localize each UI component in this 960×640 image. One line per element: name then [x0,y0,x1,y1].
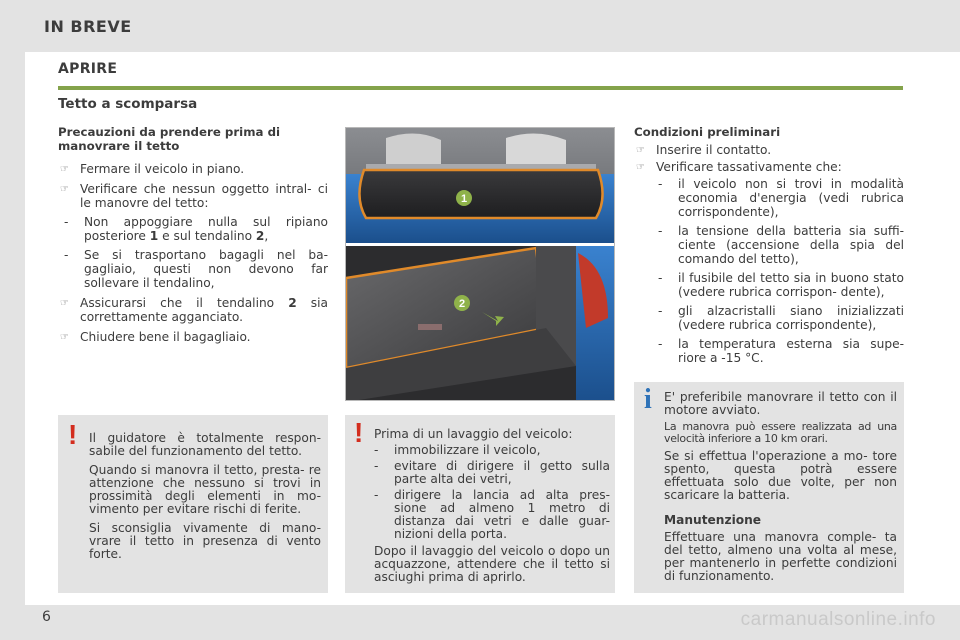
warning-text: Si sconsiglia vivamente di mano- vrare il tetto in presenza di vento forte. [89,521,321,561]
list-item: - Se si trasportano bagagli nel ba- gagliaio, questi non devono far sollevare il tendalino, [64,248,328,290]
warning-box-washing [345,415,615,593]
label-1-text: 1 [460,193,468,205]
info-text: E' preferibile manovrare il tetto con il motore avviato. [664,390,897,417]
header-bar [0,0,960,52]
list-item: - il fusibile del tetto sia in buono stato (vedere rubrica corrispon- dente), [658,271,904,299]
page-number: 6 [42,609,51,625]
finger-pointer-icon: ☞ [60,298,69,309]
list-item: - il veicolo non si trovi in modalità economia d'energia (vedi rubrica corrispondente), [658,177,904,219]
list-item: ☞ Verificare tassativamente che: [636,160,842,174]
list-item: - immobilizzare il veicolo, [374,443,541,457]
list-item: - gli alzacristalli siano inizializzati (vedere rubrica corrispondente), [658,304,904,332]
preconditions-heading: Condizioni preliminari [634,125,781,139]
trunk-illustration [346,128,615,401]
maintenance-heading: Manutenzione [664,513,762,527]
finger-pointer-icon: ☞ [636,145,645,156]
list-item: - dirigere la lancia ad alta pres- sione ad almeno 1 metro di distanza dai vetri e dalle guar- nizioni della porta. [374,488,610,541]
warning-box-driver [58,415,328,593]
info-box [634,382,904,593]
trunk-photo [345,127,615,401]
info-text: Se si effettua l'operazione a mo- tore spento, questa potrà essere effettuata solo due volte, per non scaricare la batteria. [664,449,897,502]
warning-text: Prima di un lavaggio del veicolo: [374,427,573,441]
preconditions-column [634,125,904,365]
list-item: ☞ Assicurarsi che il tendalino 2 sia correttamente agganciato. [60,296,328,324]
list-item: ☞ Verificare che nessun oggetto intral- ci le manovre del tetto: [60,182,328,210]
precautions-heading: Precauzioni da prendere prima di manovrare il tetto [58,125,281,153]
list-item: ☞ Fermare il veicolo in piano. [60,162,245,176]
maintenance-text: Effettuare una manovra comple- ta del tetto, almeno una volta al mese, per mantenerlo in perfette condizioni di funzionamento. [664,530,897,583]
finger-pointer-icon: ☞ [60,164,69,175]
side-margin [0,52,25,605]
label-2-text: 2 [458,298,466,310]
finger-pointer-icon: ☞ [60,332,69,343]
info-icon: i [644,384,652,415]
footer-bar [0,605,960,640]
list-item: ☞ Inserire il contatto. [636,143,772,157]
list-item: - evitare di dirigere il getto sulla parte alta dei vetri, [374,459,610,486]
section-title: APRIRE [58,61,118,77]
list-item: - Non appoggiare nulla sul ripiano posteriore 1 e sul tendalino 2, [64,215,328,243]
warning-exclamation-icon: ! [68,419,78,450]
warning-exclamation-icon: ! [354,417,364,448]
finger-pointer-icon: ☞ [636,162,645,173]
section-divider [58,86,903,90]
warning-text: Dopo il lavaggio del veicolo o dopo un acquazzone, attendere che il tetto si asciughi prima di aprirlo. [374,544,610,584]
info-text: La manovra può essere realizzata ad una velocità inferiore a 10 km orari. [664,420,897,445]
warning-text: Quando si manovra il tetto, presta- re attenzione che nessuno si trovi in prossimità degli elementi in mo- vimento per evitare rischi di ferite. [89,463,321,516]
precautions-column [58,125,328,344]
subsection-title: Tetto a scomparsa [58,96,198,112]
finger-pointer-icon: ☞ [60,184,69,195]
list-item: - la temperatura esterna sia supe- riore a -15 °C. [658,337,904,365]
chapter-title: IN BREVE [44,17,132,36]
warning-text: Il guidatore è totalmente respon- sabile del funzionamento del tetto. [89,431,321,458]
watermark: carmanualsonline.info [740,609,936,630]
list-item: - la tensione della batteria sia suffi- ciente (accensione della spia del comando del tetto), [658,224,904,266]
list-item: ☞ Chiudere bene il bagagliaio. [60,330,251,344]
